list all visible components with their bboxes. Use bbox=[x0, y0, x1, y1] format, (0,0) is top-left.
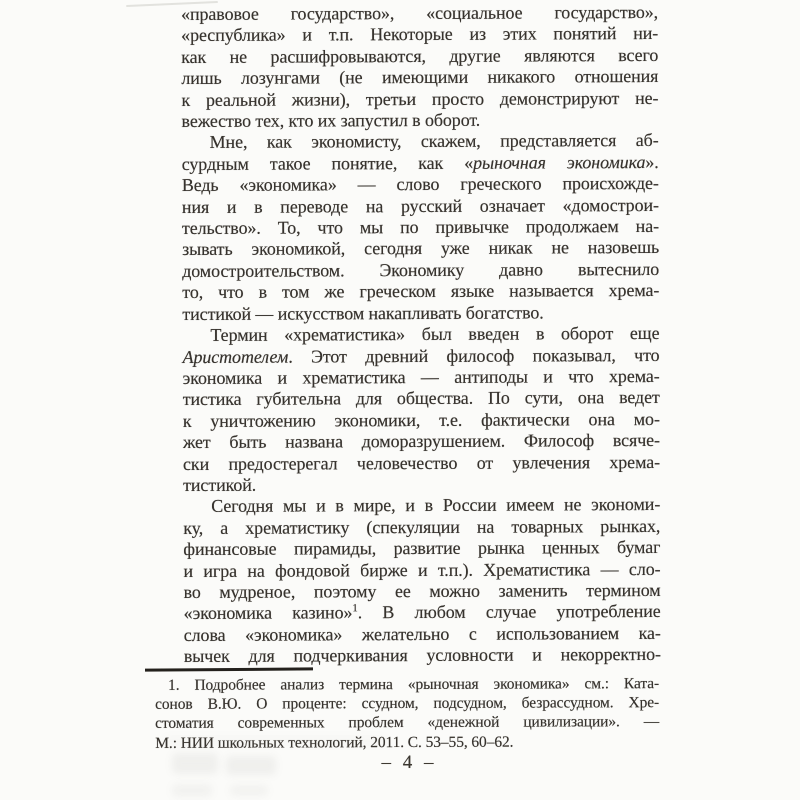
text-run: тистикой. bbox=[183, 474, 257, 495]
text-run: ку, а хрематистику (спекуляции на товарных рынках, bbox=[183, 515, 661, 538]
page-number: – 4 – bbox=[381, 752, 434, 773]
body-text-line bbox=[183, 559, 660, 582]
text-run: стоматия современных проблем «денежной цивилизации». — bbox=[155, 713, 660, 733]
text-run: экономика и хрематистика — антиподы и что хрема- bbox=[182, 365, 660, 388]
text-run: «правовое государство», «социальное государство», bbox=[181, 1, 659, 25]
italic-text: рыночная экономика bbox=[473, 151, 646, 173]
footnote-rule bbox=[145, 667, 313, 671]
text-run: 1. Подробнее анализ термина «рыночная экономика» см.: Ката- bbox=[168, 675, 660, 694]
body-text-line bbox=[182, 302, 659, 325]
body-text-line bbox=[181, 88, 658, 111]
text-run: как не расшифровываются, другие являются всего bbox=[181, 44, 659, 67]
body-text-line bbox=[183, 366, 660, 389]
body-text-line bbox=[181, 109, 658, 132]
body-text-line bbox=[183, 473, 660, 496]
footnote-line bbox=[155, 693, 659, 714]
body-text-line bbox=[182, 173, 659, 196]
text-run: . Этот древний философ показывал, что bbox=[288, 344, 660, 367]
body-text-line bbox=[184, 601, 661, 624]
body-text-line bbox=[182, 130, 659, 153]
text-run: слова «экономика» желательно с использованием ка- bbox=[183, 622, 661, 645]
body-text-line bbox=[182, 259, 659, 282]
footnote-reference: 1 bbox=[352, 602, 358, 615]
text-run: к реальной жизни), третьи просто демонстрируют не- bbox=[181, 87, 659, 110]
body-text-line bbox=[182, 152, 659, 175]
text-run: тистика губительна для общества. По сути, она ведет bbox=[182, 387, 660, 410]
text-run: финансовые пирамиды, развитие рынка ценных бумаг bbox=[183, 537, 661, 560]
text-run: вежество тех, кто их запустил в оборот. bbox=[181, 109, 481, 132]
body-text-line bbox=[183, 387, 660, 410]
text-run: ски предостерегал человечество от увлечения хрема- bbox=[182, 451, 661, 474]
text-run: домостроительством. Экономику давно вытеснило bbox=[182, 258, 660, 281]
text-run: сонов В.Ю. О проценте: ссудном, подсудном, безрассудном. Хре- bbox=[155, 694, 660, 714]
body-text-line bbox=[184, 623, 661, 646]
text-run: Сегодня мы и в мире, и в России имеем не экономи- bbox=[211, 494, 661, 517]
body-text-line bbox=[182, 323, 659, 346]
text-run: «экономика казино» bbox=[183, 602, 353, 624]
footnote-line bbox=[155, 674, 659, 695]
text-run: тистикой — искусством накапливать богатство. bbox=[182, 302, 544, 324]
text-run: Термин «хрематистика» был введен в оборот еще bbox=[210, 323, 660, 346]
text-run: . В любом случае употребление bbox=[357, 601, 661, 623]
body-text-line bbox=[181, 2, 658, 25]
show-through-artifact bbox=[172, 784, 212, 797]
text-run: то, что в том же греческом языке называется хрема- bbox=[182, 280, 660, 303]
body-text-line bbox=[183, 430, 660, 453]
body-text-line bbox=[182, 344, 659, 367]
text-run: Ведь «экономика» — слово греческого происхожде- bbox=[181, 173, 659, 196]
body-text-line bbox=[183, 516, 660, 539]
body-text-line bbox=[181, 45, 658, 68]
body-text-line bbox=[183, 409, 660, 432]
body-text-line bbox=[181, 66, 658, 89]
body-text-line bbox=[184, 580, 661, 603]
text-run: зывать экономикой, сегодня уже никак не назовешь bbox=[182, 237, 660, 260]
text-run: жет быть названа доморазрушением. Философ всяче- bbox=[182, 430, 660, 453]
text-run: лишь лозунгами (не имеющими никакого отношения bbox=[181, 66, 659, 89]
body-text-line bbox=[181, 23, 658, 46]
body-text bbox=[181, 2, 661, 668]
footnote-line bbox=[155, 712, 659, 733]
body-text-line bbox=[183, 494, 660, 517]
italic-text: Аристотелем bbox=[182, 346, 289, 367]
show-through-artifact bbox=[172, 753, 218, 774]
body-text-line bbox=[184, 644, 661, 667]
body-text-line bbox=[182, 195, 659, 218]
text-run: М.: НИИ школьных технологий, 2011. С. 53–55, 60–62. bbox=[155, 733, 514, 752]
text-run: ». bbox=[645, 151, 659, 172]
text-run: и игра на фондовой бирже и т.п.). Хрематистика — сло- bbox=[183, 558, 661, 581]
body-text-line bbox=[182, 280, 659, 303]
text-run: во мудреное, поэтому ее можно заменить термином bbox=[183, 579, 661, 603]
text-run: к уничтожению экономики, т.е. фактически она мо- bbox=[182, 408, 660, 431]
text-run: сурдным такое понятие, как « bbox=[181, 152, 474, 174]
body-text-line bbox=[183, 451, 660, 474]
show-through-artifact bbox=[163, 737, 388, 744]
body-text-line bbox=[182, 237, 659, 260]
text-run: тельство». То, что мы по привычке продолжаем на- bbox=[181, 216, 660, 239]
text-run: ния и в переводе на русский означает «домострои- bbox=[181, 194, 659, 217]
body-text-line bbox=[183, 537, 660, 560]
show-through-artifact bbox=[226, 756, 276, 775]
show-through-artifact bbox=[230, 785, 268, 796]
text-run: вычек для подчеркивания условности и некорректно- bbox=[183, 644, 661, 667]
text-run: «республика» и т.п. Некоторые из этих понятий ни- bbox=[181, 23, 659, 46]
body-text-line bbox=[182, 216, 659, 239]
text-run: Мне, как экономисту, скажем, представляется аб- bbox=[209, 130, 659, 153]
